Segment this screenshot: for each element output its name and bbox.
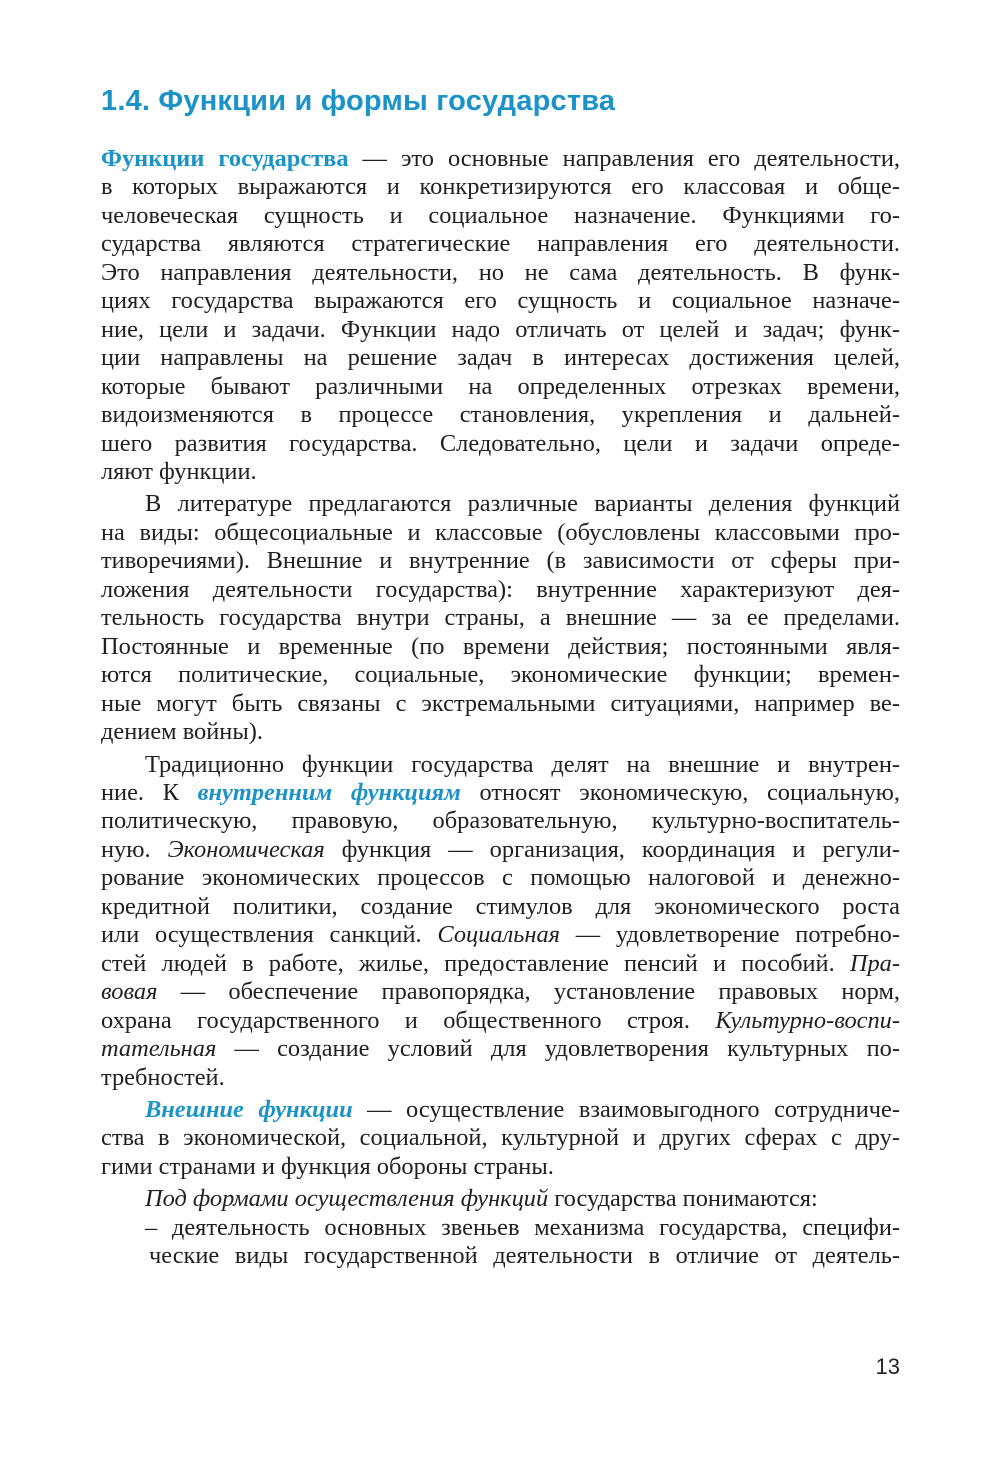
- list-item: – деятельность основных звеньев механизма государства, специфи- ческие виды государственной деятельности в отличие от деятель-: [145, 1213, 900, 1270]
- term-social: Социальная: [437, 921, 560, 949]
- term-state-functions: Функции государства: [101, 145, 349, 172]
- term-external-functions: Внешние функции: [145, 1095, 353, 1123]
- page-number: 13: [875, 1354, 900, 1379]
- term-economic: Экономическая: [167, 835, 325, 863]
- paragraph-definition: Функции государства — это основные направления его деятельности, в которых выражаются и конкретизируются его классовая и обще- человеческая сущность и социальное назначение. Функциями го- сударства являются стратегические направления его деятельности. Это направления деятельности, но не сама деятельность. В функ- циях государства выражаются его сущность и социальное назначе- ние, цели и задачи. Функции надо отличать от целей и задач; функ- ции направлены на решение задач в интересах достижения целей, которые бывают различными на определенных отрезках времени, видоизменяются в процессе становления, укрепления и дальней- шего развития государства. Следовательно, цели и задачи опреде- ляют функции.: [101, 145, 900, 485]
- term-internal-functions: внутренним функциям: [197, 778, 461, 806]
- paragraph-forms: Под формами осуществления функций государства понимаются:: [145, 1185, 818, 1213]
- body-text: [101, 145, 900, 1271]
- term-cultural-cont: тательная: [101, 1035, 217, 1063]
- paragraph-classification: В литературе предлагаются различные варианты деления функций на виды: общесоциальные и классовые (обусловлены классовыми про- тиворечиями). Внешние и внутренние (в зависимости от сферы при- ложения деятельности государства): внутренние характеризуют дея- тельность государства внутри страны, а внешние — за ее пределами. Постоянные и временные (по времени действия; постоянными явля- ются политические, социальные, экономические функции; времен- ные могут быть связаны с экстремальными ситуациями, например ве- дением войны).: [101, 490, 900, 746]
- paragraph-external-functions: Внешние функции — осуществление взаимовыгодного сотрудниче- ства в экономической, социальной, культурной и других сферах с дру- гими странами и функция обороны страны.: [101, 1095, 900, 1180]
- paragraph-internal-functions: Традиционно функции государства делят на внешние и внутрен- ние. К внутренним функциям относят экономическую, социальную, политическую, правовую, образовательную, культурно-воспитатель- ную. Экономическая функция — организация, координация и регули- рование экономических процессов с помощью налоговой и денежно- кредитной политики, создание стимулов для экономического роста или осуществления санкций. Социальная — удовлетворение потребно- стей людей в работе, жилье, предоставление пенсий и пособий. Пра- вовая — обеспечение правопорядка, установление правовых норм, охрана государственного и общественного строя. Культурно-воспи- тательная — создание условий для удовлетворения культурных по- требностей.: [101, 750, 900, 1091]
- term-forms: Под формами осуществления функций: [145, 1185, 549, 1213]
- term-legal: Пра-: [849, 949, 900, 977]
- term-cultural: Культурно-воспи-: [715, 1006, 900, 1034]
- term-legal-cont: вовая: [101, 978, 158, 1006]
- section-heading: 1.4. Функции и формы государства: [101, 85, 616, 117]
